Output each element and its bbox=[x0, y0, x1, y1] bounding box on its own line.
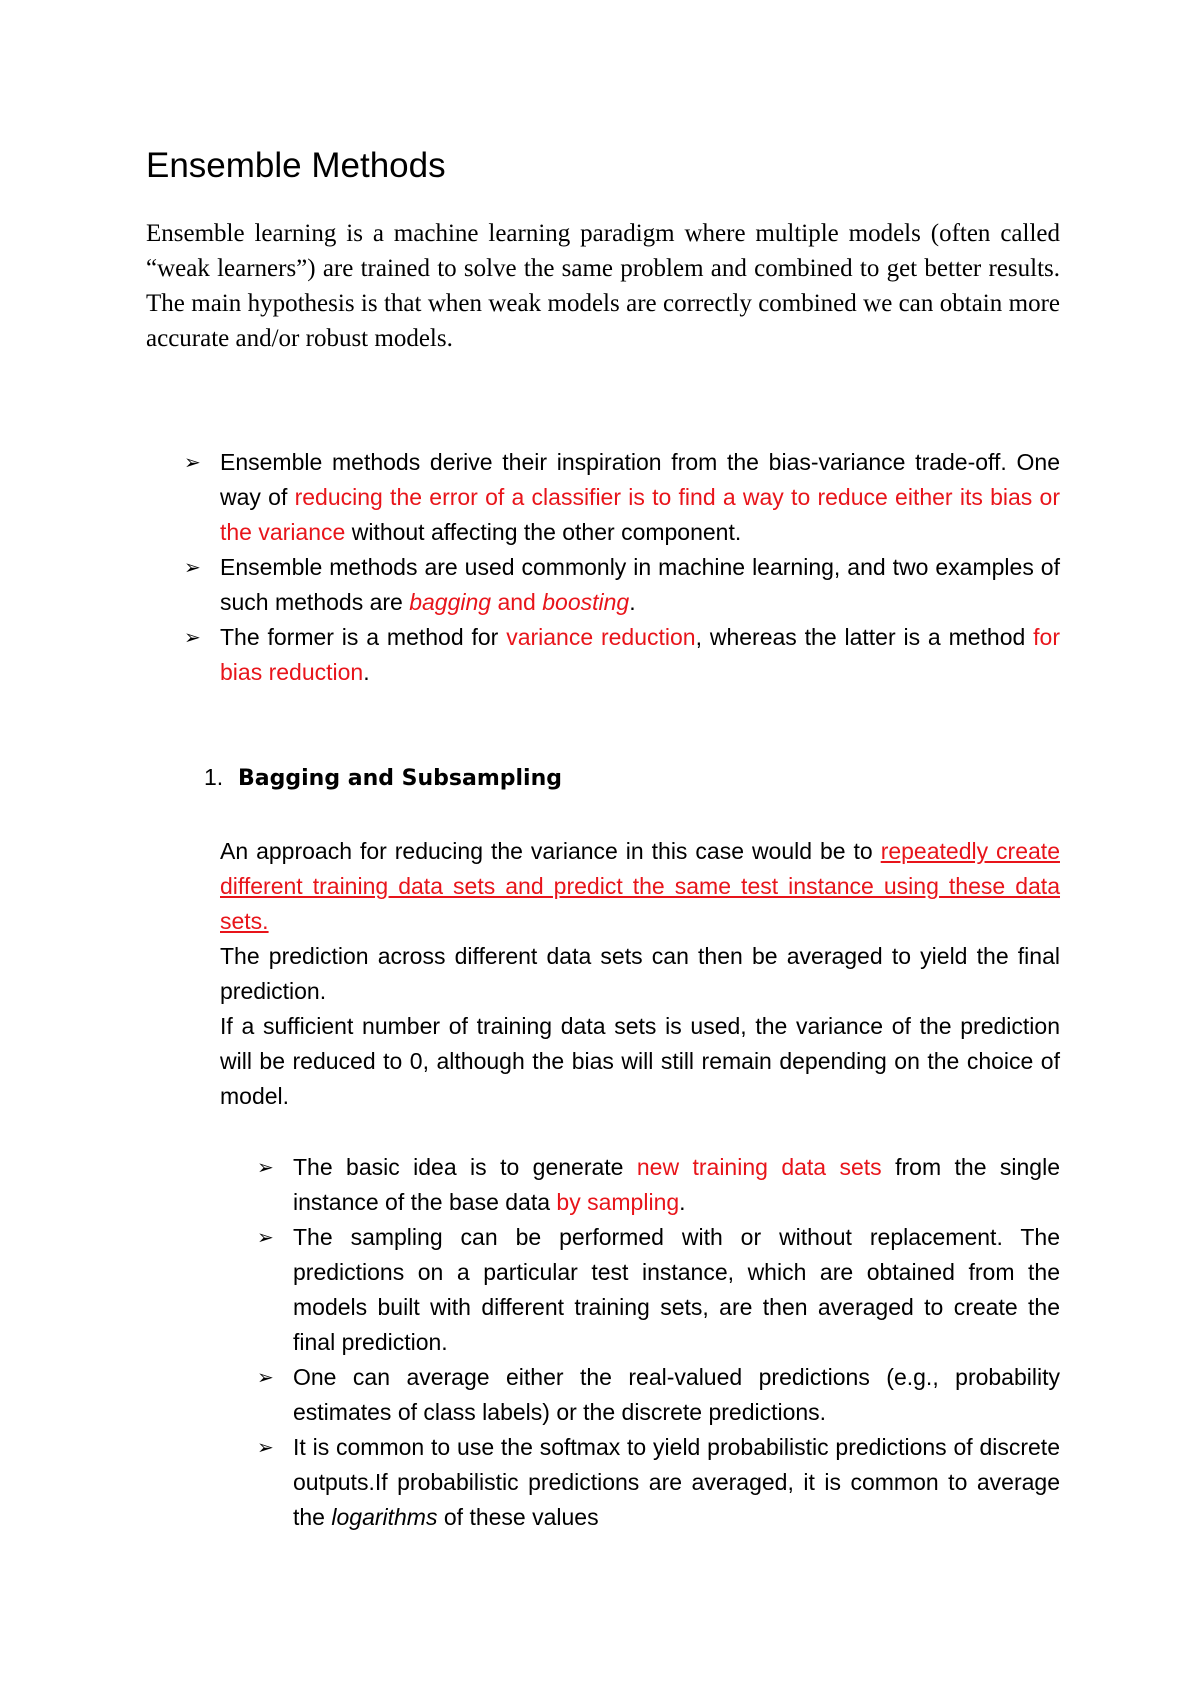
section-number: 1. bbox=[204, 764, 224, 790]
bullet-list-main bbox=[184, 445, 1060, 690]
section-title: Bagging and Subsampling bbox=[238, 766, 562, 791]
document-title: Ensemble Methods bbox=[146, 146, 446, 185]
list-item: ➢ It is common to use the softmax to yield probabilistic predictions of discrete outputs.If probabilistic predictions are averaged, it is common to average the logarithms of these values bbox=[293, 1430, 1060, 1535]
list-item: ➢ Ensemble methods derive their inspiration from the bias-variance trade-off. One way of reducing the error of a classifier is to find a way to reduce either its bias or the variance without affecting the other component. bbox=[220, 445, 1060, 550]
section-body bbox=[220, 834, 1060, 1114]
paragraph: An approach for reducing the variance in this case would be to repeatedly create different training data sets and predict the same test instance using these data sets. bbox=[220, 838, 1060, 934]
highlighted-underlined-text: repeatedly create different training data sets and predict the same test instance using these data sets. bbox=[220, 838, 1060, 934]
arrowhead-bullet-icon: ➢ bbox=[257, 1435, 274, 1459]
intro-paragraph: Ensemble learning is a machine learning paradigm where multiple models (often called “weak learners”) are trained to solve the same problem and combined to get better results. The main hypothesis is that when weak models are correctly combined we can obtain more accurate and/or robust models. bbox=[146, 220, 1060, 352]
highlighted-text: by sampling bbox=[556, 1189, 680, 1215]
highlighted-text: variance reduction bbox=[506, 624, 696, 650]
arrowhead-bullet-icon: ➢ bbox=[184, 555, 201, 579]
arrowhead-bullet-icon: ➢ bbox=[257, 1155, 274, 1179]
list-item: ➢ One can average either the real-valued predictions (e.g., probability estimates of class labels) or the discrete predictions. bbox=[293, 1360, 1060, 1430]
bullet-list-bagging bbox=[257, 1150, 1060, 1535]
list-item: ➢ The basic idea is to generate new training data sets from the single instance of the base data by sampling. bbox=[293, 1150, 1060, 1220]
highlighted-text: for bias reduction bbox=[220, 624, 1060, 685]
arrowhead-bullet-icon: ➢ bbox=[184, 450, 201, 474]
arrowhead-bullet-icon: ➢ bbox=[184, 625, 201, 649]
paragraph: The prediction across different data sets can then be averaged to yield the final prediction. bbox=[220, 943, 1060, 1004]
section-heading bbox=[204, 760, 562, 796]
italic-term: logarithms bbox=[331, 1504, 438, 1530]
highlighted-term: bagging bbox=[409, 589, 492, 615]
highlighted-text: reducing the error of a classifier is to find a way to reduce either its bias or the variance bbox=[220, 484, 1060, 545]
paragraph: If a sufficient number of training data sets is used, the variance of the prediction will be reduced to 0, although the bias will still remain depending on the choice of model. bbox=[220, 1013, 1060, 1109]
arrowhead-bullet-icon: ➢ bbox=[257, 1225, 274, 1249]
list-item: ➢ The former is a method for variance reduction, whereas the latter is a method for bias reduction. bbox=[220, 620, 1060, 690]
list-item: ➢ The sampling can be performed with or without replacement. The predictions on a particular test instance, which are obtained from the models built with different training sets, are then averaged to create the final prediction. bbox=[293, 1220, 1060, 1360]
list-item: ➢ Ensemble methods are used commonly in machine learning, and two examples of such methods are bagging and boosting. bbox=[220, 550, 1060, 620]
arrowhead-bullet-icon: ➢ bbox=[257, 1365, 274, 1389]
highlighted-text: new training data sets bbox=[636, 1154, 882, 1180]
highlighted-term: boosting bbox=[542, 589, 630, 615]
